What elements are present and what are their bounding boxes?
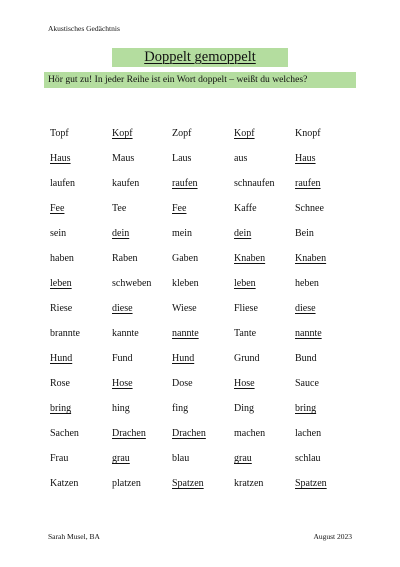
word-cell-doubled: Spatzen bbox=[172, 478, 204, 489]
word-row bbox=[50, 446, 355, 471]
word-cell-doubled: Hund bbox=[172, 353, 195, 364]
word-cell: haben bbox=[50, 253, 74, 264]
word-cell-doubled: Hund bbox=[50, 353, 73, 364]
word-cell: brannte bbox=[50, 328, 80, 339]
word-cell: Ding bbox=[234, 403, 254, 414]
word-cell-doubled: Fee bbox=[50, 203, 65, 214]
instruction-text: Hör gut zu! In jeder Reihe ist ein Wort doppelt – weißt du welches? bbox=[48, 74, 308, 85]
word-cell-doubled: Hose bbox=[234, 378, 255, 389]
word-cell-doubled: Knaben bbox=[295, 253, 327, 264]
word-cell: Bund bbox=[295, 353, 317, 364]
word-cell: Frau bbox=[50, 453, 69, 464]
word-cell: Katzen bbox=[50, 478, 79, 489]
word-cell-doubled: Kopf bbox=[112, 128, 133, 139]
word-cell-doubled: raufen bbox=[295, 178, 321, 189]
word-cell: kleben bbox=[172, 278, 199, 289]
word-cell: Knopf bbox=[295, 128, 321, 139]
word-cell-doubled: bring bbox=[50, 403, 72, 414]
word-cell: Kaffe bbox=[234, 203, 257, 214]
word-cell: schnaufen bbox=[234, 178, 275, 189]
word-row bbox=[50, 471, 355, 496]
word-cell-doubled: diese bbox=[112, 303, 133, 314]
word-cell: laufen bbox=[50, 178, 75, 189]
word-cell: schweben bbox=[112, 278, 152, 289]
word-cell: Sachen bbox=[50, 428, 79, 439]
page-title: Doppelt gemoppelt bbox=[144, 49, 256, 65]
word-cell: Maus bbox=[112, 153, 135, 164]
word-row bbox=[50, 396, 355, 421]
word-cell: Fund bbox=[112, 353, 133, 364]
instruction-bar bbox=[44, 72, 356, 88]
word-row bbox=[50, 421, 355, 446]
word-cell: kannte bbox=[112, 328, 139, 339]
word-cell: Gaben bbox=[172, 253, 199, 264]
word-cell: Fliese bbox=[234, 303, 258, 314]
word-row bbox=[50, 371, 355, 396]
word-cell: fing bbox=[172, 403, 189, 414]
word-row bbox=[50, 221, 355, 246]
word-cell: kaufen bbox=[112, 178, 140, 189]
word-cell: Zopf bbox=[172, 128, 192, 139]
word-row bbox=[50, 346, 355, 371]
word-cell: hing bbox=[112, 403, 130, 414]
word-cell: lachen bbox=[295, 428, 322, 439]
word-cell-doubled: Fee bbox=[172, 203, 187, 214]
footer-author: Sarah Musel, BA bbox=[48, 532, 100, 541]
word-cell: mein bbox=[172, 228, 192, 239]
word-cell: Rose bbox=[50, 378, 70, 389]
word-row bbox=[50, 246, 355, 271]
word-cell: schlau bbox=[295, 453, 321, 464]
word-cell-doubled: Drachen bbox=[112, 428, 146, 439]
word-cell-doubled: grau bbox=[112, 453, 130, 464]
word-cell-doubled: nannte bbox=[295, 328, 322, 339]
word-cell: heben bbox=[295, 278, 319, 289]
word-cell: Dose bbox=[172, 378, 193, 389]
word-cell-doubled: dein bbox=[112, 228, 130, 239]
word-cell: Raben bbox=[112, 253, 138, 264]
word-table bbox=[50, 121, 355, 496]
word-cell: Schnee bbox=[295, 203, 324, 214]
footer-date: August 2023 bbox=[313, 532, 352, 541]
word-cell-doubled: leben bbox=[50, 278, 72, 289]
word-cell: Wiese bbox=[172, 303, 197, 314]
word-cell-doubled: leben bbox=[234, 278, 256, 289]
word-cell: Tee bbox=[112, 203, 127, 214]
word-cell: sein bbox=[50, 228, 67, 239]
title-box bbox=[112, 48, 288, 67]
word-cell: Laus bbox=[172, 153, 192, 164]
word-cell-doubled: Hose bbox=[112, 378, 133, 389]
word-cell: blau bbox=[172, 453, 190, 464]
word-cell-doubled: nannte bbox=[172, 328, 199, 339]
word-cell-doubled: Haus bbox=[50, 153, 71, 164]
word-cell: Topf bbox=[50, 128, 69, 139]
word-cell: Sauce bbox=[295, 378, 319, 389]
word-cell-doubled: diese bbox=[295, 303, 316, 314]
word-cell-doubled: bring bbox=[295, 403, 317, 414]
word-cell: aus bbox=[234, 153, 248, 164]
word-cell: machen bbox=[234, 428, 266, 439]
word-cell: Grund bbox=[234, 353, 260, 364]
word-row bbox=[50, 196, 355, 221]
word-row bbox=[50, 321, 355, 346]
word-cell-doubled: Kopf bbox=[234, 128, 255, 139]
word-cell-doubled: Haus bbox=[295, 153, 316, 164]
word-cell: platzen bbox=[112, 478, 141, 489]
word-row bbox=[50, 146, 355, 171]
word-cell-doubled: Knaben bbox=[234, 253, 266, 264]
word-cell-doubled: raufen bbox=[172, 178, 198, 189]
word-row bbox=[50, 296, 355, 321]
word-cell-doubled: Drachen bbox=[172, 428, 206, 439]
word-cell-doubled: dein bbox=[234, 228, 252, 239]
word-cell: Bein bbox=[295, 228, 314, 239]
word-cell-doubled: Spatzen bbox=[295, 478, 327, 489]
word-cell: Tante bbox=[234, 328, 257, 339]
word-row bbox=[50, 271, 355, 296]
worksheet-subject: Akustisches Gedächtnis bbox=[48, 24, 120, 33]
word-row bbox=[50, 121, 355, 146]
word-cell: Riese bbox=[50, 303, 73, 314]
word-row bbox=[50, 171, 355, 196]
word-cell: kratzen bbox=[234, 478, 264, 489]
word-cell-doubled: grau bbox=[234, 453, 252, 464]
